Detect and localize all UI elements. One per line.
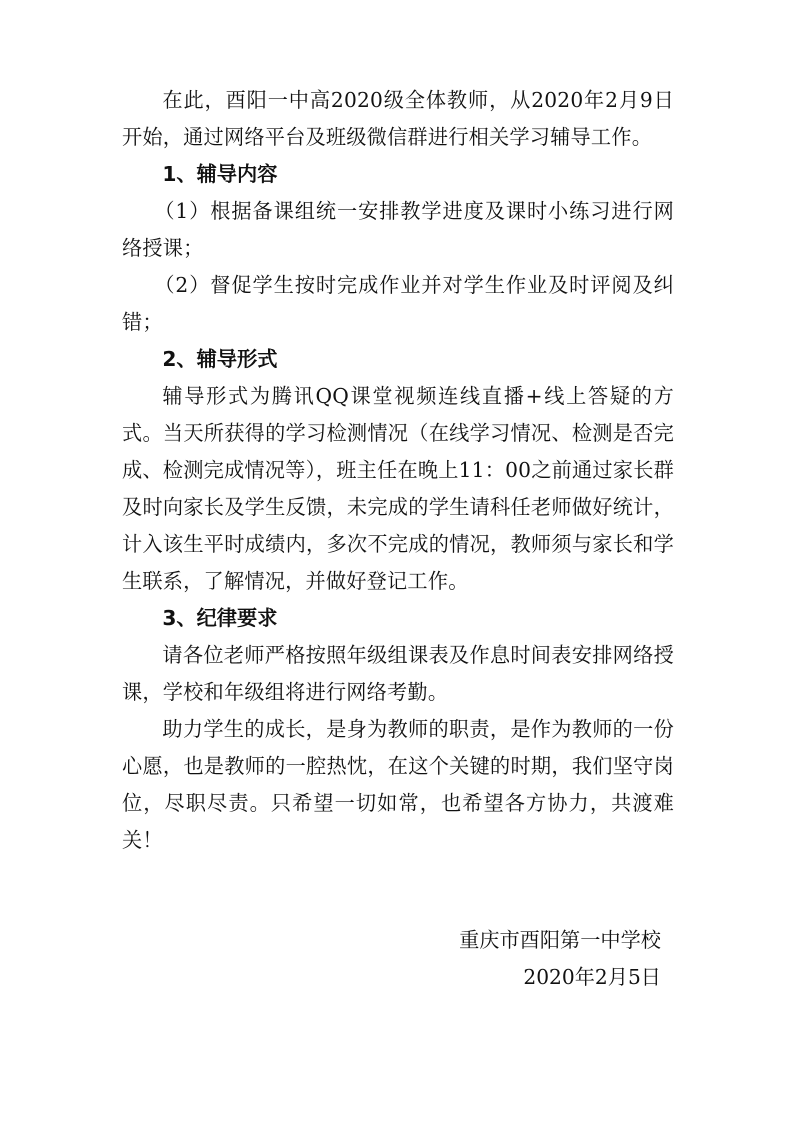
section-heading-discipline: 3、纪律要求 (162, 606, 278, 630)
guidance-form-paragraph: 辅导形式为腾讯QQ课堂视频连线直播+线上答疑的方式。当天所获得的学习检测情况（在线学习情况、检测是否完成、检测完成情况等），班主任在晚上11：00之前通过家长群及时向家长及学生反馈，未完成的学生请科任老师做好统计，计入该生平时成绩内，多次不完成的情况，教师须与家长和学生联系，了解情况，并做好登记工作。 (122, 384, 674, 593)
guidance-item-2: （2）督促学生按时完成作业并对学生作业及时评阅及纠错； (122, 273, 674, 334)
closing-paragraph: 助力学生的成长，是身为教师的职责，是作为教师的一份心愿，也是教师的一腔热忱，在这个关键的时期，我们坚守岗位，尽职尽责。只希望一切如常，也希望各方协力，共渡难关！ (122, 717, 674, 852)
section-heading-guidance-content: 1、辅导内容 (162, 162, 278, 186)
document-body (122, 82, 674, 859)
signature-organization: 重庆市酉阳第一中学校 (459, 928, 661, 952)
discipline-paragraph: 请各位老师严格按照年级组课表及作息时间表安排网络授课，学校和年级组将进行网络考勤。 (122, 643, 674, 704)
intro-paragraph: 在此，酉阳一中高2020级全体教师，从2020年2月9日开始，通过网络平台及班级微信群进行相关学习辅导工作。 (122, 88, 674, 149)
signature-date: 2020年2月5日 (523, 965, 661, 989)
guidance-item-1: （1）根据备课组统一安排教学进度及课时小练习进行网络授课； (122, 199, 674, 260)
signature-block (459, 922, 661, 996)
section-heading-guidance-form: 2、辅导形式 (162, 347, 278, 371)
